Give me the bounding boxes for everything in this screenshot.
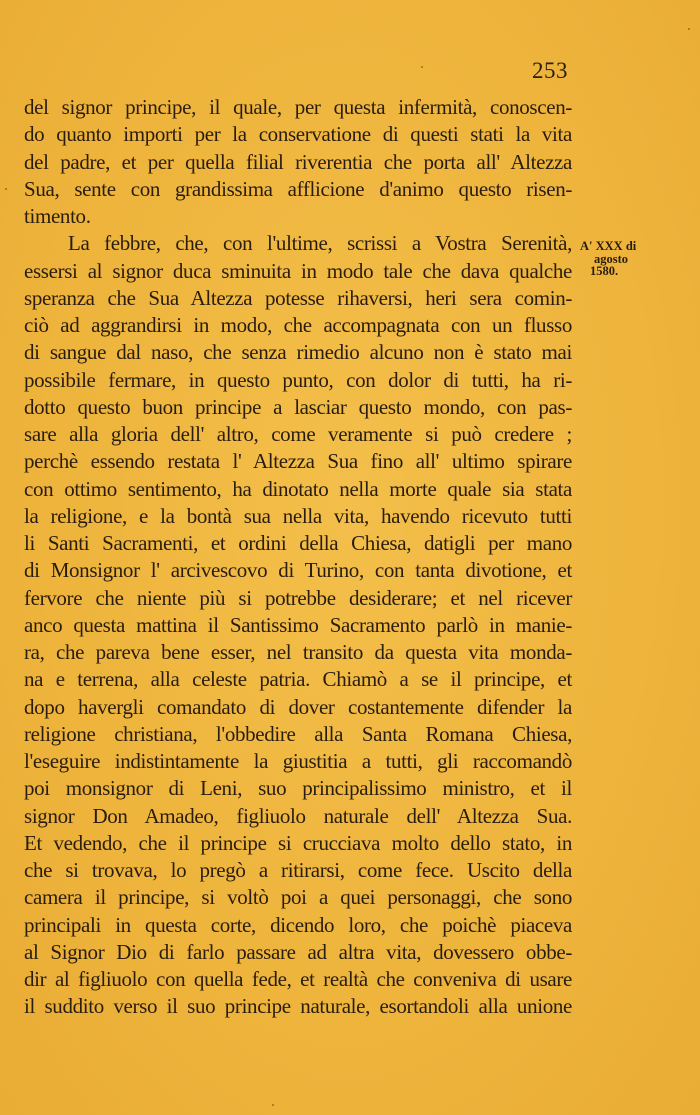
text-line: con ottimo sentimento, ha dinotato nella morte quale sia stata xyxy=(24,476,572,501)
text-line: la religione, e la bontà sua nella vita, havendo ricevuto tutti xyxy=(24,503,572,528)
paper-speck xyxy=(421,66,423,68)
text-line: ra, che pareva bene esser, nel transito da questa vita monda- xyxy=(24,640,572,664)
text-line: perchè essendo restata l' Altezza Sua fino all' ultimo spirare xyxy=(24,449,572,474)
text-line: religione christiana, l'obbedire alla Santa Romana Chiesa, xyxy=(24,721,572,746)
text-line: di sangue dal naso, che senza rimedio alcuno non è stato mai xyxy=(24,340,572,365)
text-line: ciò ad aggrandirsi in modo, che accompagnata con un flusso xyxy=(24,313,572,337)
text-line: al Signor Dio di farlo passare ad altra vita, dovessero obbe- xyxy=(24,939,572,964)
text-line: dir al figliuolo con quella fede, et realtà che conveniva di usare xyxy=(24,967,572,991)
text-line: essersi al signor duca sminuita in modo tale che dava qualche xyxy=(24,258,572,283)
text-line: del signor principe, il quale, per questa infermità, conoscen- xyxy=(24,95,572,119)
text-line: l'eseguire indistintamente la giustitia a tutti, gli raccomandò xyxy=(24,749,572,773)
text-line: dotto questo buon principe a lasciar questo mondo, con pas- xyxy=(24,394,572,419)
margin-date-note xyxy=(580,240,690,278)
text-line: La febbre, che, con l'ultime, scrissi a Vostra Serenità, xyxy=(68,231,572,256)
text-line: possibile fermare, in questo punto, con dolor di tutti, ha ri- xyxy=(24,367,572,392)
text-line: sare alla gloria dell' altro, come veramente si può credere ; xyxy=(24,422,572,446)
body-text xyxy=(24,94,572,1021)
text-line: Sua, sente con grandissima afflicione d'animo questo risen- xyxy=(24,176,572,201)
text-line: che si trovava, lo pregò a ritirarsi, come fece. Uscito della xyxy=(24,858,572,882)
text-line: na e terrena, alla celeste patria. Chiamò a se il principe, et xyxy=(24,667,572,692)
text-line: dopo havergli comandato di dover costantemente difender la xyxy=(24,694,572,719)
text-line: Et vedendo, che il principe si crucciava molto dello stato, in xyxy=(24,830,572,855)
margin-note-line: 1580. xyxy=(590,264,619,278)
margin-note-line: agosto xyxy=(594,251,629,266)
page-number: 253 xyxy=(532,58,568,83)
text-line: del padre, et per quella filial riverentia che porta all' Altezza xyxy=(24,149,572,174)
text-line: fervore che niente più si potrebbe desiderare; et nel ricever xyxy=(24,585,572,610)
text-line: signor Don Amadeo, figliuolo naturale dell' Altezza Sua. xyxy=(24,803,572,828)
text-line: speranza che Sua Altezza potesse rihaversi, heri sera comin- xyxy=(24,285,572,310)
paper-speck xyxy=(688,28,690,30)
text-line: principali in questa corte, dicendo loro, che poichè piaceva xyxy=(24,912,572,937)
text-line: poi monsignor di Leni, suo principalissimo ministro, et il xyxy=(24,776,572,801)
margin-note-line: A' XXX di xyxy=(580,239,637,253)
text-line: il suddito verso il suo principe naturale, esortandoli alla unione xyxy=(24,994,572,1019)
paper-speck xyxy=(5,188,7,190)
text-line: anco questa mattina il Santissimo Sacramento parlò in manie- xyxy=(24,612,572,637)
text-line: li Santi Sacramenti, et ordini della Chiesa, datigli per mano xyxy=(24,531,572,555)
text-line: camera il principe, si voltò poi a quei personaggi, che sono xyxy=(24,885,572,910)
text-line: do quanto importi per la conservatione di questi stati la vita xyxy=(24,122,572,147)
paper-speck xyxy=(272,1104,274,1106)
text-line: di Monsignor l' arcivescovo di Turino, con tanta divotione, et xyxy=(24,558,572,583)
text-line: timento. xyxy=(24,204,91,228)
